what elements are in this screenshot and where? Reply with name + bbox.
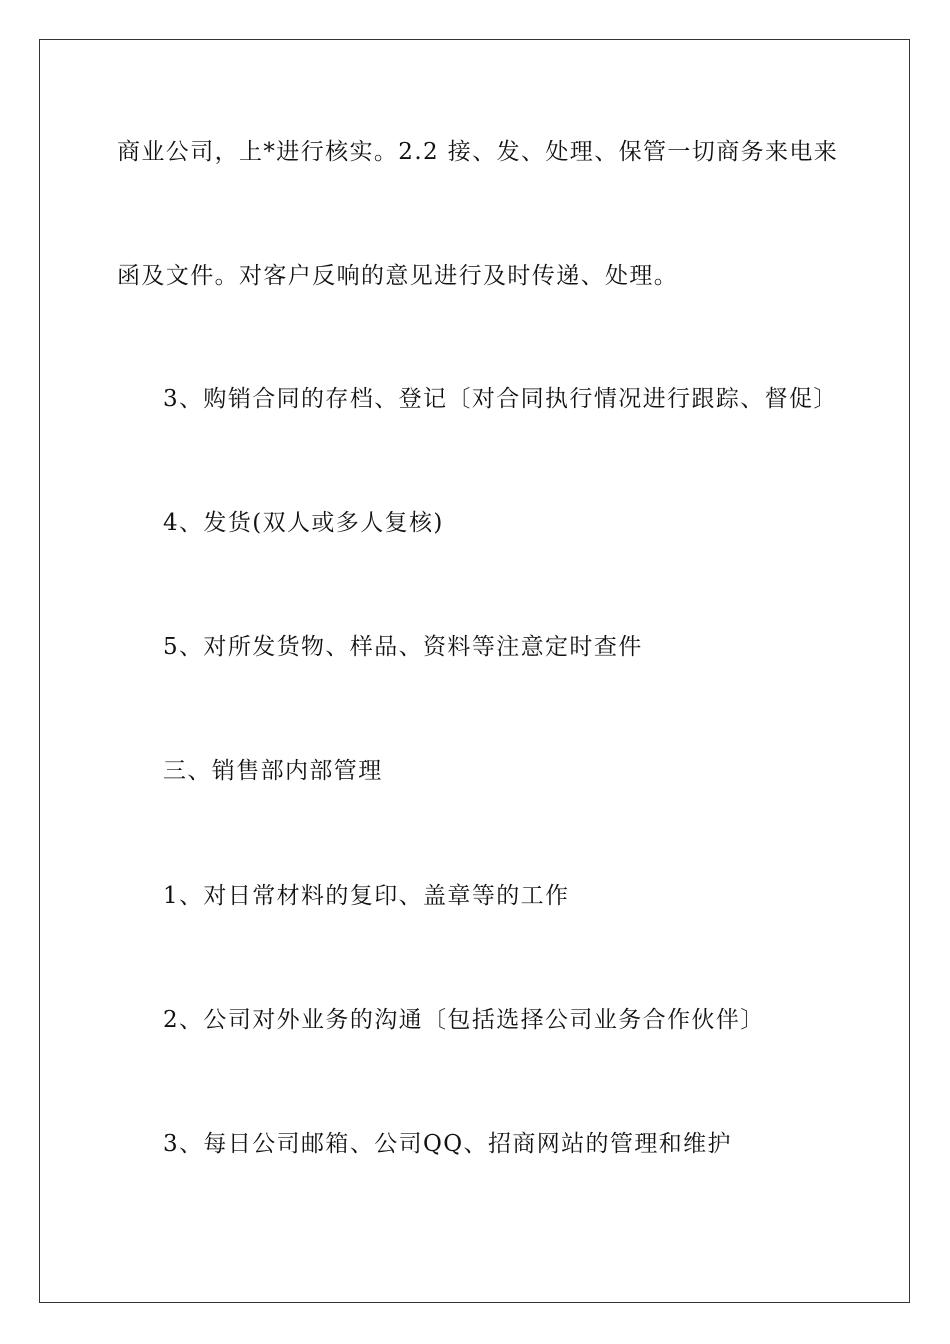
list-item: 3、购销合同的存档、登记〔对合同执行情况进行跟踪、督促〕 — [163, 386, 838, 412]
list-item: 2、公司对外业务的沟通〔包括选择公司业务合作伙伴〕 — [163, 1007, 765, 1033]
list-item: 1、对日常材料的复印、盖章等的工作 — [163, 883, 570, 909]
list-item: 3、每日公司邮箱、公司QQ、招商网站的管理和维护 — [163, 1131, 732, 1157]
page-border — [39, 39, 910, 1303]
paragraph-line: 商业公司，上*进行核实。2.2 接、发、处理、保管一切商务来电来 — [117, 139, 839, 165]
list-item: 5、对所发货物、样品、资料等注意定时查件 — [163, 634, 643, 660]
section-heading: 三、销售部内部管理 — [163, 758, 383, 784]
paragraph-line: 函及文件。对客户反响的意见进行及时传递、处理。 — [117, 263, 679, 289]
list-item: 4、发货(双人或多人复核) — [163, 510, 444, 536]
